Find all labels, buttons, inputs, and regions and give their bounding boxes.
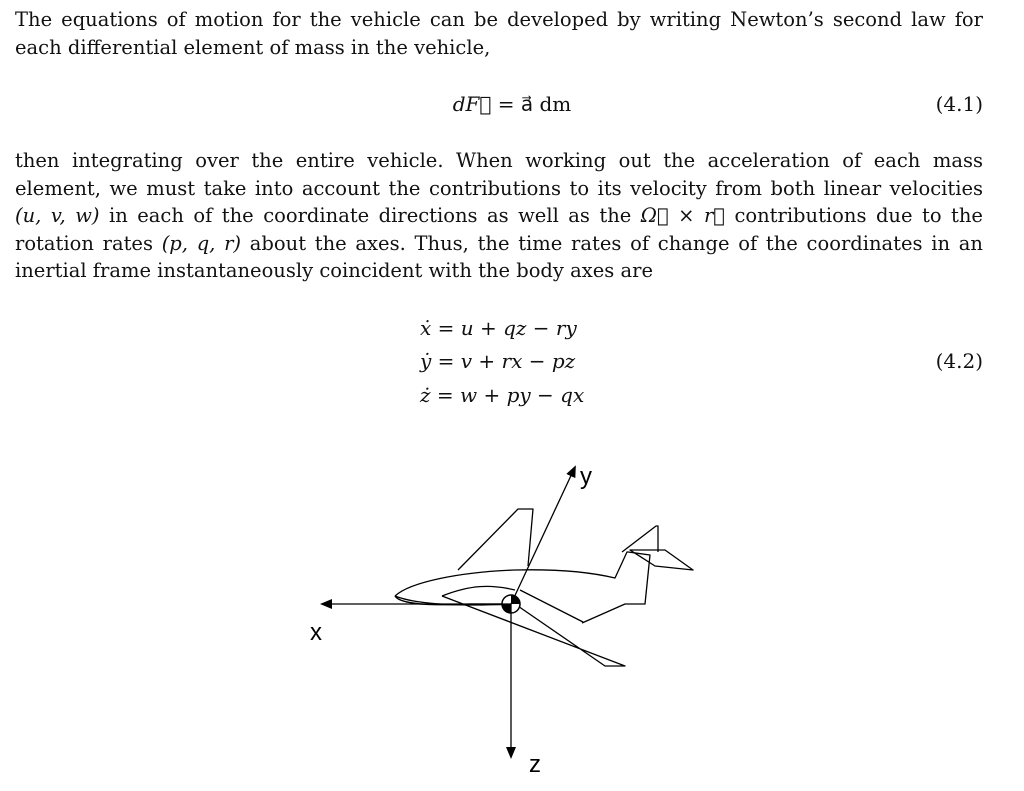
- cross-product-math: Ω⃗ × r⃗: [640, 204, 725, 227]
- equation-4-1-number: (4.1): [935, 92, 983, 116]
- equation-4-1-rhs: = a⃗ dm: [497, 92, 572, 116]
- equation-4-2-line: ẏ = v + rx − pz: [420, 349, 576, 373]
- fuselage-outline: [395, 552, 650, 623]
- equation-4-2-line: ż = w + py − qx: [420, 383, 585, 407]
- linear-velocities-math: (u, v, w): [15, 204, 100, 227]
- y-axis-arrow: [511, 467, 575, 604]
- body-paragraph: [15, 147, 983, 285]
- paragraph2-part4: about the axes. Thus, the time rates of change of the coordinates in an inertial frame instantaneously coincident with the body axes are: [15, 231, 983, 282]
- vertical-fin: [458, 509, 533, 570]
- equation-4-2-number: (4.2): [935, 349, 983, 373]
- tail-fin: [622, 526, 658, 552]
- equation-4-2-line-2: [0, 347, 1024, 375]
- canopy-line: [442, 586, 515, 596]
- equation-4-1-lhs: dF⃗: [452, 92, 492, 116]
- paragraph2-part1: then integrating over the entire vehicle. When working out the acceleration of each mass element, we must take into account the contributions to its velocity from both linear velocities: [15, 149, 983, 200]
- y-axis-label: y: [580, 463, 592, 490]
- rotation-rates-math: (p, q, r): [161, 231, 242, 255]
- x-axis-label: x: [310, 619, 322, 646]
- z-axis-label: z: [529, 751, 541, 778]
- body-axes-figure: [0, 440, 1024, 791]
- intro-paragraph: The equations of motion for the vehicle can be developed by writing Newton’s second law for each differential element of mass in the vehicle,: [15, 8, 983, 59]
- wing-rear-edge: [520, 590, 583, 622]
- equation-4-1: [0, 90, 1024, 118]
- equation-4-2-line-3: [0, 381, 1024, 409]
- equation-4-2-line: ẋ = u + qz − ry: [420, 316, 577, 340]
- paragraph2-part2: in each of the coordinate directions as well as the: [108, 204, 632, 227]
- equation-4-1-expression: [0, 90, 1024, 118]
- paragraph2-part3: contributions due to the rotation rates: [15, 204, 983, 255]
- main-wing: [442, 596, 625, 666]
- equation-4-2-line-1: [0, 314, 1024, 342]
